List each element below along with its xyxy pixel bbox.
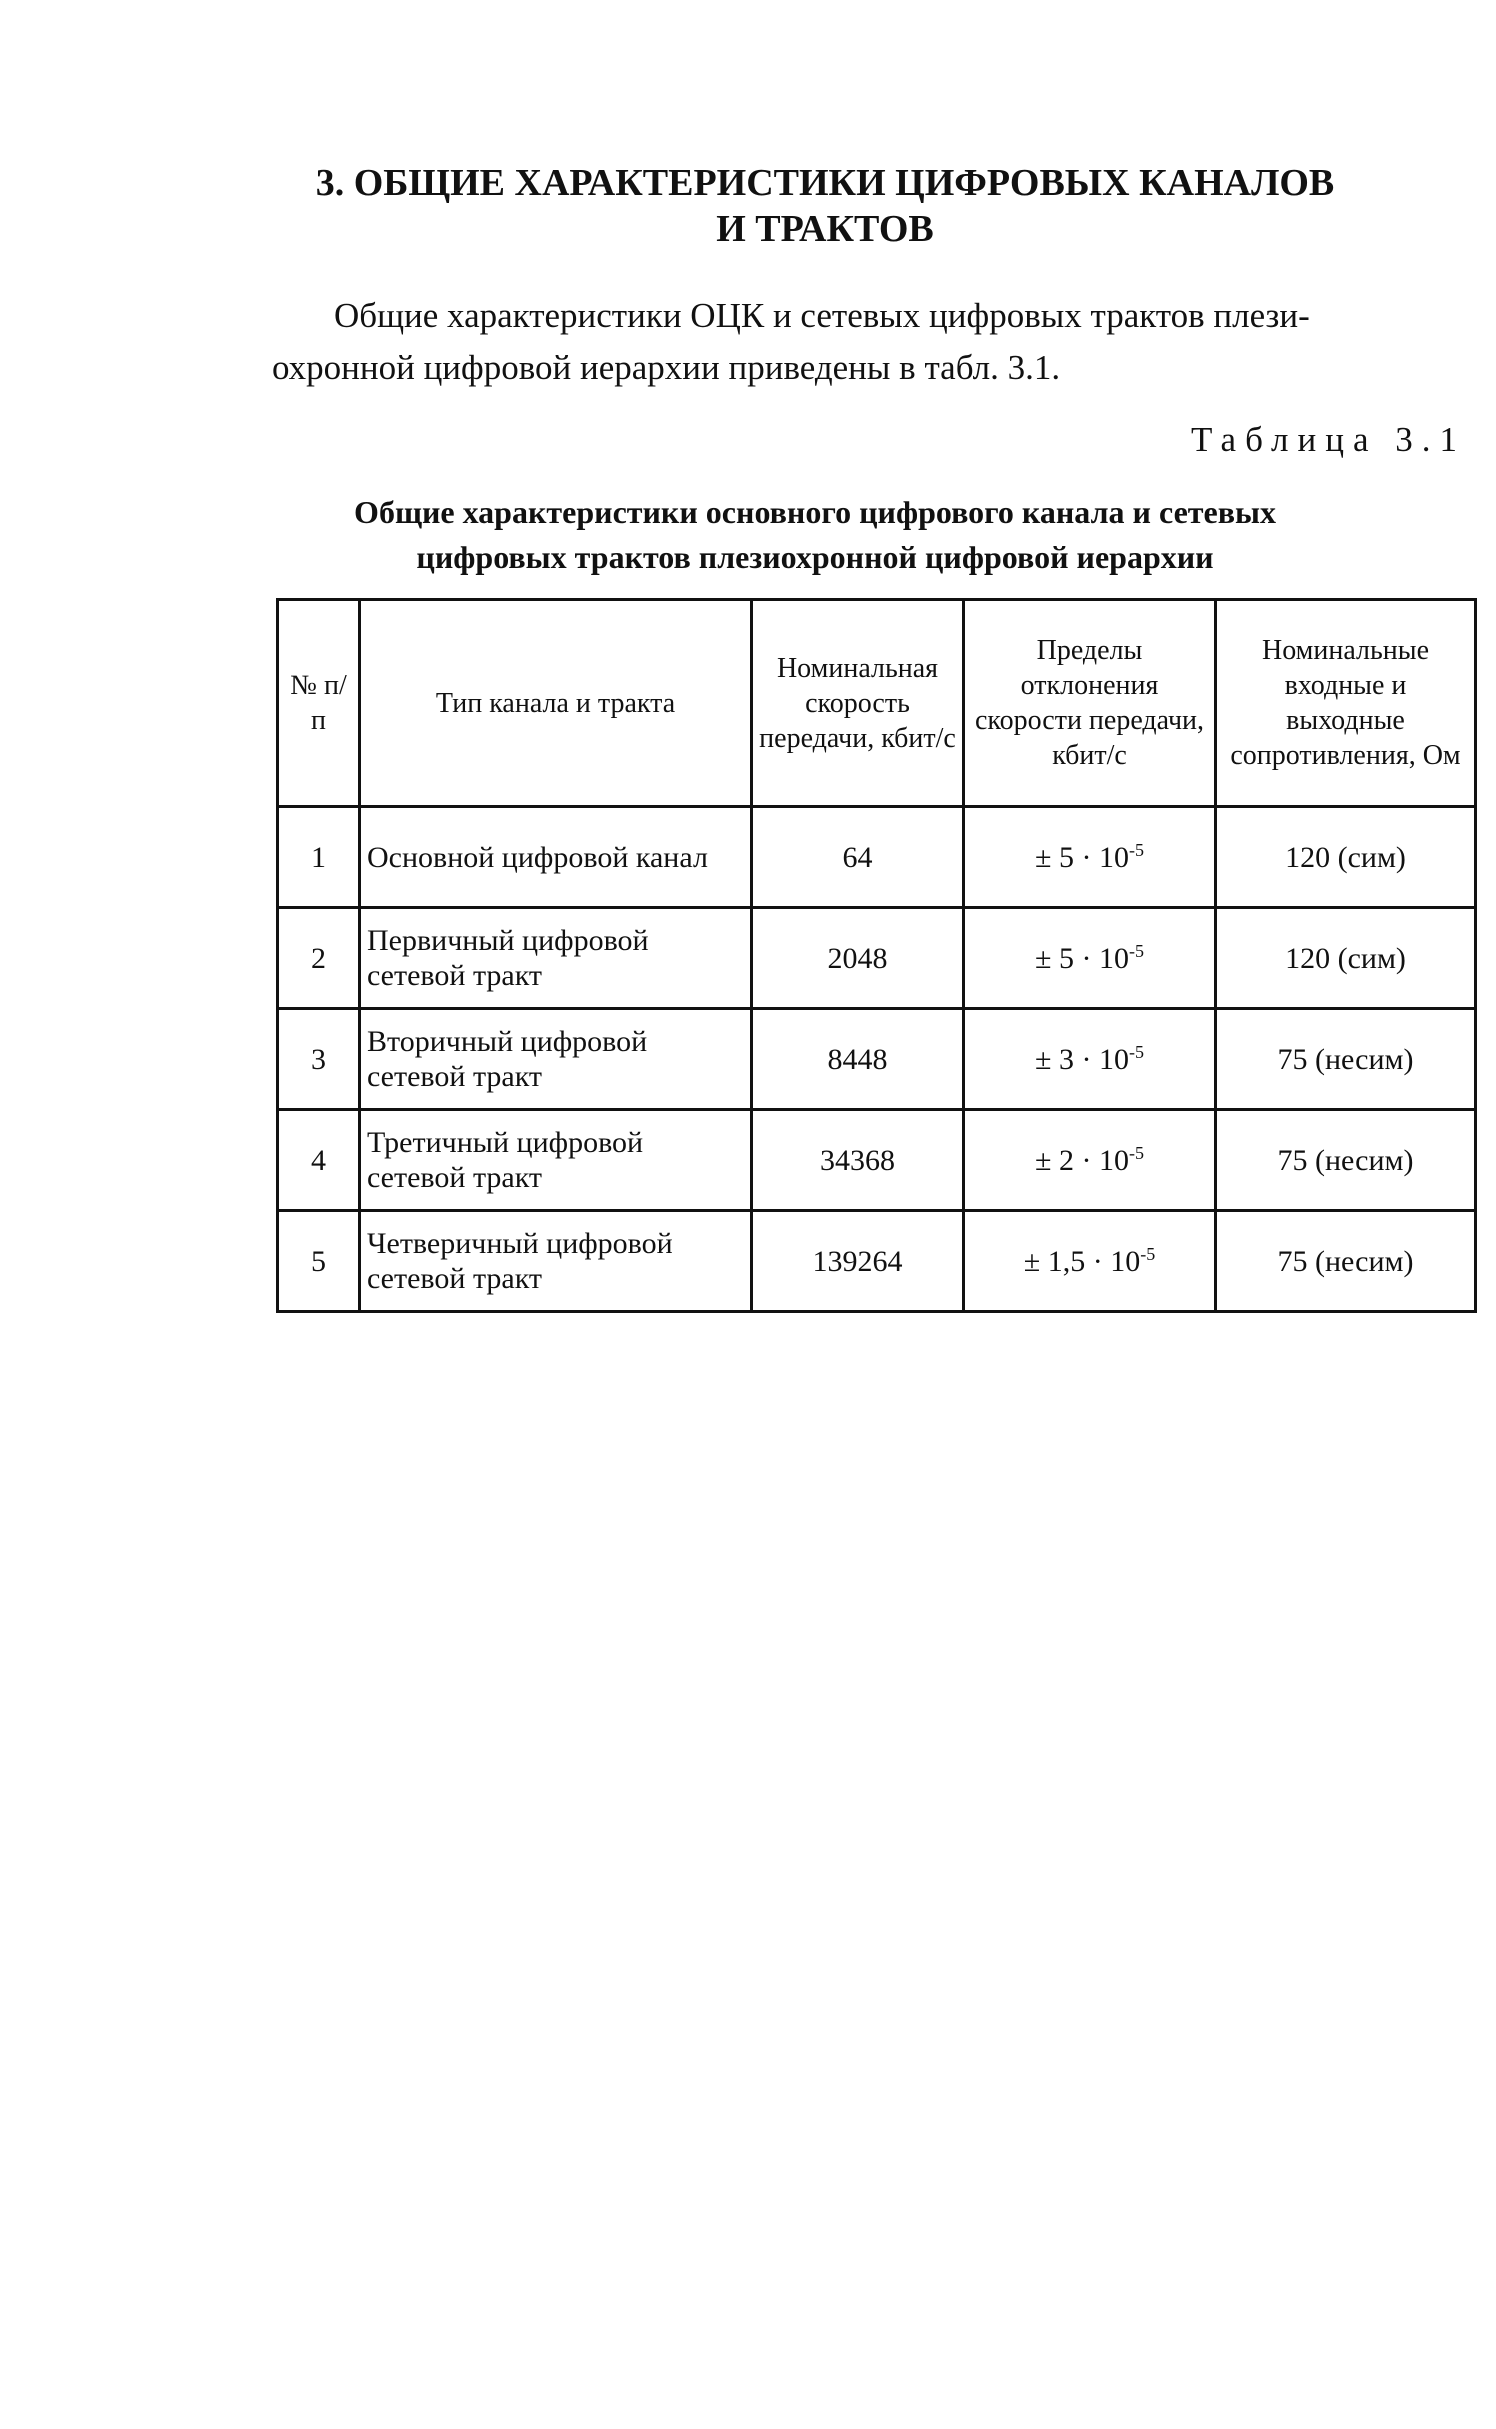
- deviation-exponent: -5: [1128, 940, 1144, 961]
- cell-deviation: [964, 1211, 1216, 1312]
- cell-rate: 8448: [752, 1009, 964, 1110]
- cell-impedance: 75 (несим): [1216, 1009, 1476, 1110]
- table-row: [278, 1009, 1476, 1110]
- cell-deviation: [964, 1009, 1216, 1110]
- deviation-base: ± 3 · 10: [1035, 1042, 1129, 1076]
- deviation-base: ± 5 · 10: [1035, 840, 1129, 874]
- cell-impedance: 120 (сим): [1216, 807, 1476, 908]
- cell-deviation: [964, 807, 1216, 908]
- characteristics-table: [276, 598, 1477, 1313]
- cell-deviation: [964, 1110, 1216, 1211]
- table-row: [278, 908, 1476, 1009]
- header-deviation: Пределы отклонения скорости передачи, кбит/с: [964, 600, 1216, 807]
- cell-type: Четверичный цифровой сетевой тракт: [360, 1211, 752, 1312]
- deviation-exponent: -5: [1128, 1041, 1144, 1062]
- cell-num: 2: [278, 908, 360, 1009]
- intro-paragraph: [272, 290, 1472, 394]
- table-row: [278, 807, 1476, 908]
- cell-num: 4: [278, 1110, 360, 1211]
- header-num: № п/п: [278, 600, 360, 807]
- cell-type: Вторичный цифровой сетевой тракт: [360, 1009, 752, 1110]
- cell-num: 1: [278, 807, 360, 908]
- cell-rate: 64: [752, 807, 964, 908]
- header-rate: Номинальная скорость передачи, кбит/с: [752, 600, 964, 807]
- table-label: Таблица 3.1: [1191, 420, 1466, 459]
- table-title-line-2: цифровых трактов плезиохронной цифровой иерархии: [416, 539, 1214, 575]
- cell-num: 3: [278, 1009, 360, 1110]
- cell-rate: 139264: [752, 1211, 964, 1312]
- deviation-exponent: -5: [1140, 1243, 1156, 1264]
- header-type: Тип канала и тракта: [360, 600, 752, 807]
- table-header-row: [278, 600, 1476, 807]
- table-row: [278, 1211, 1476, 1312]
- intro-line-1: Общие характеристики ОЦК и сетевых цифровых трактов плези-: [334, 296, 1310, 335]
- cell-type: Третичный цифровой сетевой тракт: [360, 1110, 752, 1211]
- intro-line-2: охронной цифровой иерархии приведены в табл. 3.1.: [272, 348, 1061, 387]
- cell-deviation: [964, 908, 1216, 1009]
- cell-type: Основной цифровой канал: [360, 807, 752, 908]
- cell-type: Первичный цифровой сетевой тракт: [360, 908, 752, 1009]
- table-row: [278, 1110, 1476, 1211]
- deviation-exponent: -5: [1128, 839, 1144, 860]
- cell-impedance: 75 (несим): [1216, 1211, 1476, 1312]
- deviation-base: ± 1,5 · 10: [1023, 1244, 1141, 1278]
- section-heading: 3. ОБЩИЕ ХАРАКТЕРИСТИКИ ЦИФРОВЫХ КАНАЛОВ И ТРАКТОВ: [315, 162, 1335, 250]
- cell-rate: 2048: [752, 908, 964, 1009]
- deviation-base: ± 2 · 10: [1035, 1143, 1129, 1177]
- header-impedance: Номинальные входные и выходные сопротивления, Ом: [1216, 600, 1476, 807]
- cell-impedance: 75 (несим): [1216, 1110, 1476, 1211]
- deviation-base: ± 5 · 10: [1035, 941, 1129, 975]
- deviation-exponent: -5: [1128, 1142, 1144, 1163]
- cell-rate: 34368: [752, 1110, 964, 1211]
- cell-num: 5: [278, 1211, 360, 1312]
- cell-impedance: 120 (сим): [1216, 908, 1476, 1009]
- table-title-line-1: Общие характеристики основного цифрового канала и сетевых: [354, 494, 1276, 530]
- table-title: [300, 490, 1330, 580]
